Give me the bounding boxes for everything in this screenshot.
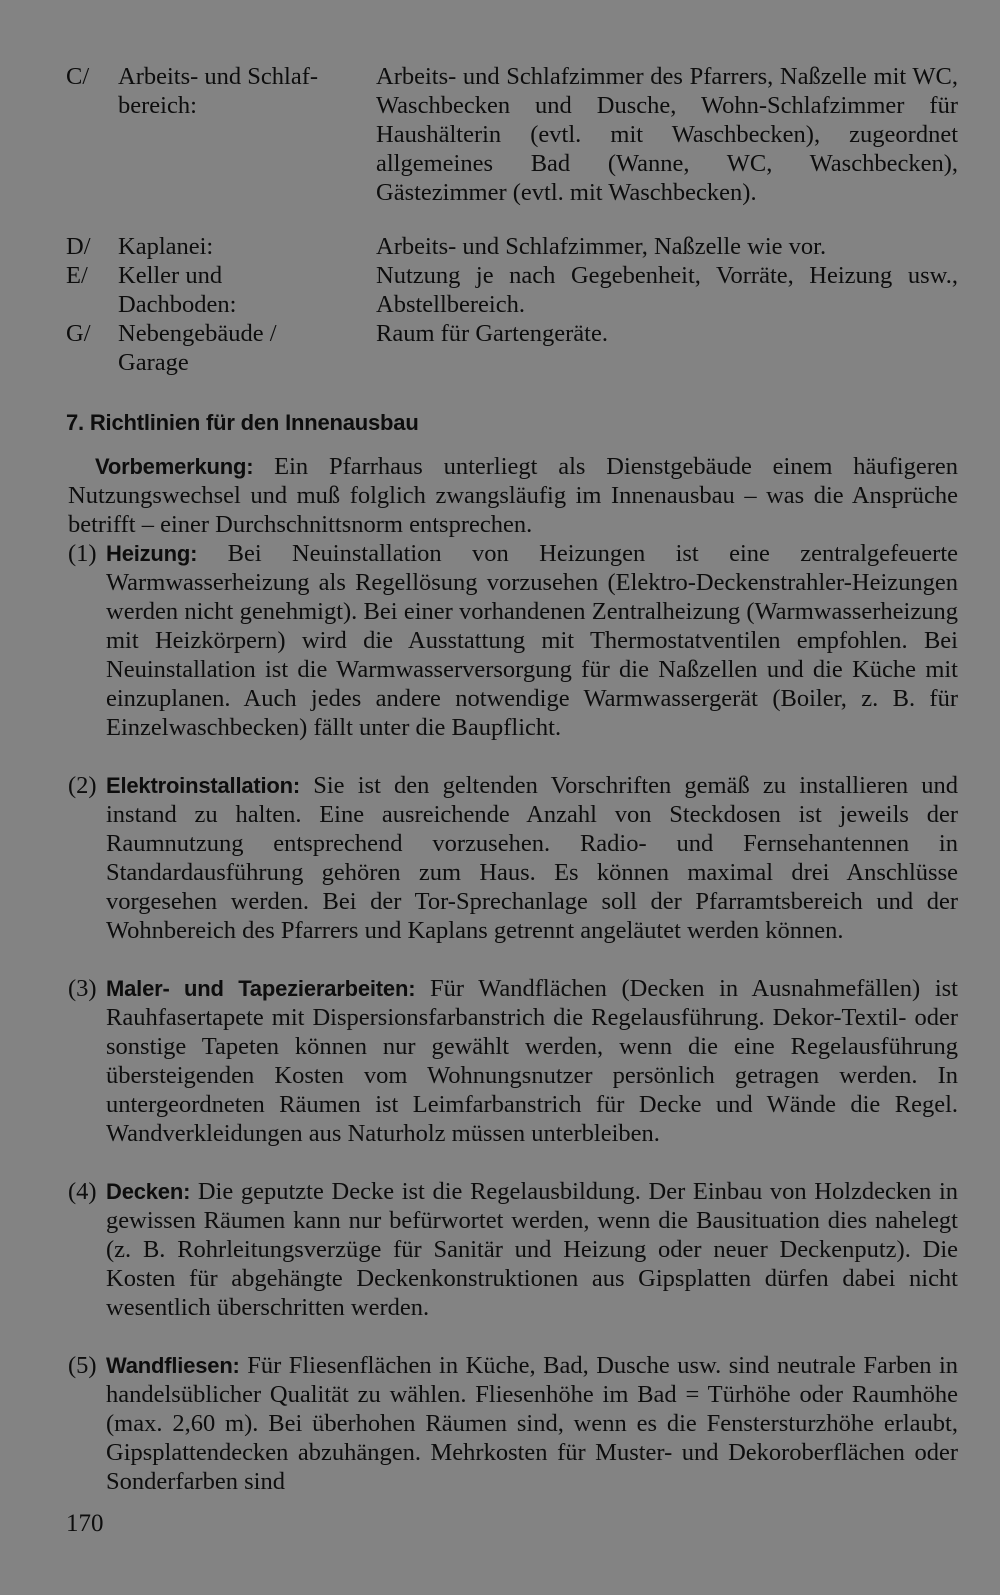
area-row-c <box>0 62 1000 232</box>
area-row-g <box>0 319 1000 377</box>
area-code: E/ <box>66 262 88 289</box>
intro-text: Ein Pfarrhaus unterliegt als Dienstgebäude einem häufigeren Nutzungswechsel und muß folglich zwangsläufig im Innenausbau – was die Ansprüche betrifft – einer Durchschnittsnorm entsprechen. <box>68 453 958 538</box>
area-name: Keller und Dachboden: <box>118 262 237 318</box>
item-number: (3) <box>68 975 97 1002</box>
intro-paragraph <box>68 452 958 539</box>
area-name: Arbeits- und Schlaf- bereich: <box>118 63 319 119</box>
item-body <box>106 974 958 1148</box>
page-number: 170 <box>66 1510 104 1537</box>
area-row-d <box>0 232 1000 261</box>
area-code: C/ <box>66 63 90 90</box>
item-label: Wandfliesen: <box>106 1353 240 1378</box>
item-label: Maler- und Tapezierarbeiten: <box>106 976 416 1001</box>
area-name: Kaplanei: <box>118 233 214 260</box>
section-heading: 7. Richtlinien für den Innenausbau <box>66 410 419 435</box>
item-body <box>106 1177 958 1322</box>
item-body <box>106 539 958 742</box>
item-body <box>106 1351 958 1496</box>
area-description: Arbeits- und Schlafzimmer des Pfarrers, Naßzelle mit WC, Waschbecken und Dusche, Wohn-Schlafzimmer für Haushälterin (evtl. mit Waschbecken), zugeordnet allgemeines Bad (Wanne, WC, Waschbecken), Gästezimmer (evtl. mit Waschbecken). <box>376 63 958 206</box>
item-text: Für Fliesenflächen in Küche, Bad, Dusche usw. sind neutrale Farben in handelsüblicher Qualität zu wählen. Fliesenhöhe im Bad = Türhöhe oder Raumhöhe (max. 2,60 m). Bei überhohen Räumen sind, wenn es die Fenstersturzhöhe erlaubt, Gipsplattendecken abzuhängen. Mehrkosten für Muster- und Dekoroberflächen oder Sonderfarben sind <box>106 1352 958 1495</box>
item-label: Decken: <box>106 1179 191 1204</box>
item-label: Elektroinstallation: <box>106 773 301 798</box>
area-row-e <box>0 261 1000 319</box>
area-description: Arbeits- und Schlafzimmer, Naßzelle wie vor. <box>376 233 827 260</box>
item-text: Für Wandflächen (Decken in Ausnahmefällen) ist Rauhfasertapete mit Dispersionsfarbanstrich die Regelausführung. Dekor-Textil- oder sonstige Tapeten können nur gewählt werden, wenn die eine Regelausführung übersteigenden Kosten vom Wohnungsnutzer persönlich getragen werden. In untergeordneten Räumen ist Leimfarbanstrich für Decke und Wände die Regel. Wandverkleidungen aus Naturholz müssen unterbleiben. <box>106 975 958 1147</box>
item-label: Heizung: <box>106 541 198 566</box>
item-text: Bei Neuinstallation von Heizungen ist eine zentralgefeuerte Warmwasserheizung als Regellösung vorzusehen (Elektro-Deckenstrahler-Heizungen werden nicht genehmigt). Bei einer vorhandenen Zentralheizung (Warmwasserheizung mit Heizkörpern) wird die Ausstattung mit Thermostatventilen empfohlen. Bei Neuinstallation ist die Warmwasserversorgung für die Naßzellen und die Küche mit einzuplanen. Auch jedes andere notwendige Warmwassergerät (Boiler, z. B. für Einzelwaschbecken) fällt unter die Baupflicht. <box>106 540 958 741</box>
intro-label: Vorbemerkung: <box>95 454 254 479</box>
item-text: Sie ist den geltenden Vorschriften gemäß zu installieren und instand zu halten. Eine ausreichende Anzahl von Steckdosen ist jeweils der Raumnutzung entsprechend vorzusehen. Radio- und Fernsehantennen in Standardausführung gehören zum Haus. Es können maximal drei Anschlüsse vorgesehen werden. Bei der Tor-Sprechanlage soll der Pfarramtsbereich und der Wohnbereich des Pfarrers und Kaplans getrennt angeläutet werden können. <box>106 772 959 944</box>
item-number: (2) <box>68 772 97 799</box>
item-number: (1) <box>68 540 97 567</box>
area-code: D/ <box>66 233 91 260</box>
item-number: (4) <box>68 1178 97 1205</box>
area-description: Raum für Gartengeräte. <box>376 320 608 347</box>
area-description: Nutzung je nach Gegebenheit, Vorräte, Heizung usw., Abstellbereich. <box>376 262 958 318</box>
item-body <box>106 771 958 945</box>
area-code: G/ <box>66 320 91 347</box>
item-number: (5) <box>68 1352 97 1379</box>
item-text: Die geputzte Decke ist die Regelausbildung. Der Einbau von Holzdecken in gewissen Räumen kann nur befürwortet werden, wenn die Bausituation dies nahelegt (z. B. Rohrleitungsverzüge für Sanitär und Heizung oder neuer Deckenputz). Die Kosten für abgehängte Deckenkonstruktionen aus Gipsplatten dürfen dabei nicht wesentlich überschritten werden. <box>106 1178 959 1321</box>
area-name: Nebengebäude / Garage <box>118 320 277 376</box>
